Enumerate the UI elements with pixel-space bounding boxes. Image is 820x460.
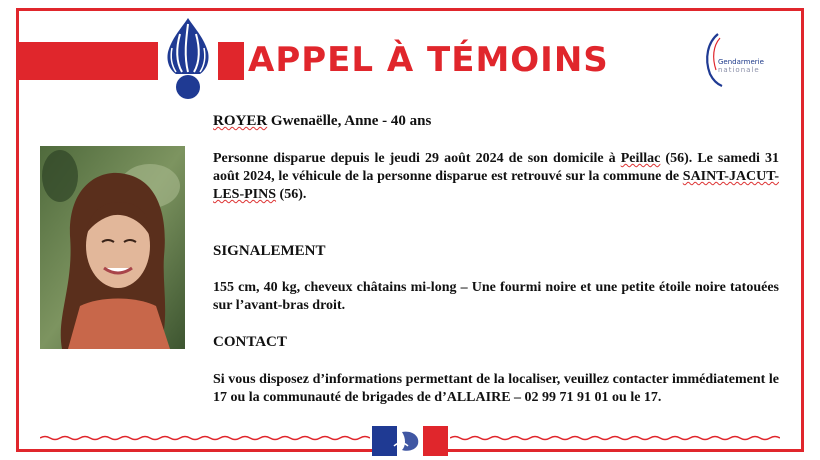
bottom-wave-left [40, 435, 370, 441]
disappearance-description [213, 150, 779, 204]
signalement-text: 155 cm, 40 kg, cheveux châtains mi-long – Une fourmi noire et une petite étoile noire tatouées sur l’avant-bras droit. [213, 280, 779, 313]
description-town: Peillac [620, 151, 661, 166]
person-surname: ROYER [213, 113, 268, 129]
person-name [213, 112, 779, 130]
logo-line-1: Gendarmerie [718, 58, 764, 66]
gendarmerie-grenade-icon [158, 16, 218, 102]
signalement-heading: SIGNALEMENT [213, 243, 326, 259]
french-republic-marianne-icon [372, 426, 448, 456]
contact-text: Si vous disposez d’informations permettant de la localiser, veuillez contacter immédiatement le 17 ou la communauté de brigades de d’ALLAIRE – 02 99 71 91 01 ou le 17. [213, 372, 779, 405]
bottom-wave-right [450, 435, 780, 441]
page-title: APPEL À TÉMOINS [248, 40, 609, 80]
description-part-2: (56). Le samedi 31 août 2024, le véhicule de la personne disparue est retrouvé sur la commune de [213, 151, 779, 184]
description-commune: SAINT-JACUT-LES-PINS [213, 169, 779, 202]
gendarmerie-logo-text [718, 58, 764, 74]
description-part-3: (56). [276, 187, 307, 202]
person-given-and-age: Gwenaëlle, Anne - 40 ans [267, 113, 432, 129]
notice-content [213, 112, 779, 407]
contact-heading: CONTACT [213, 334, 287, 350]
logo-line-2: nationale [718, 66, 760, 74]
missing-person-photo [40, 146, 185, 349]
description-part-1: Personne disparue depuis le jeudi 29 août 2024 de son domicile à [213, 151, 621, 166]
